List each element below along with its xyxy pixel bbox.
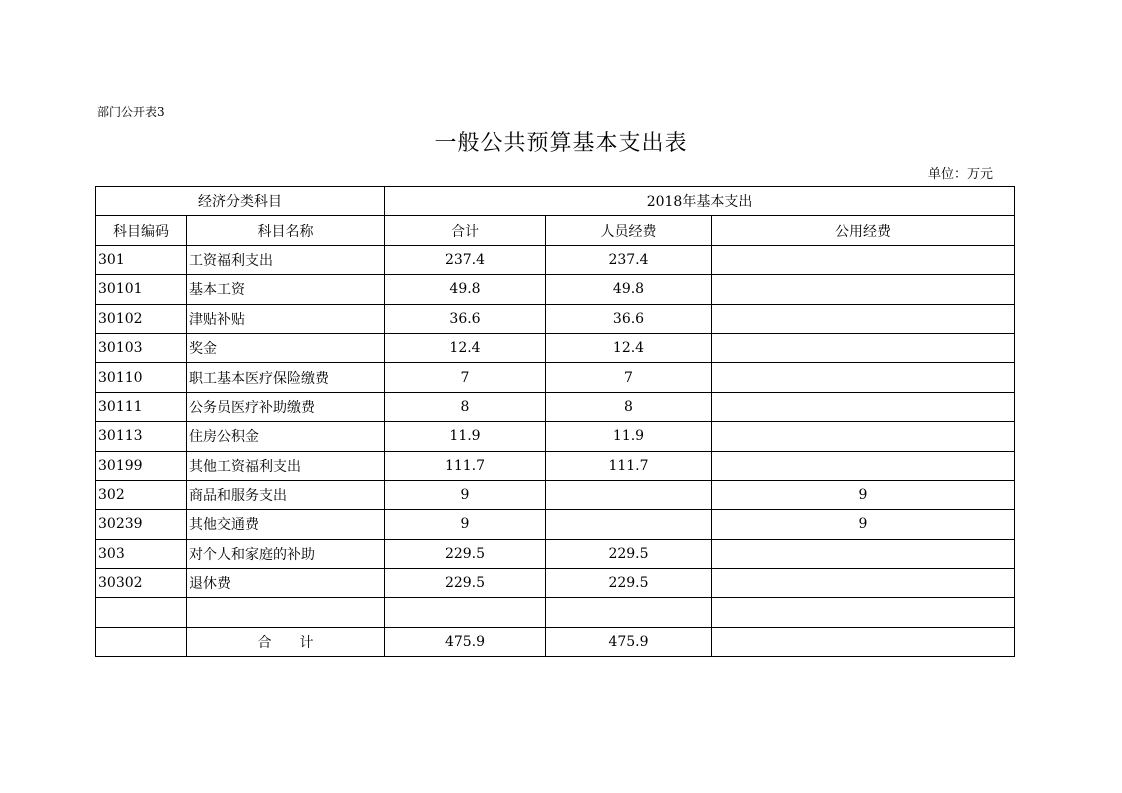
cell-personnel-expense	[546, 510, 712, 539]
cell-public-expense: 9	[712, 510, 1015, 539]
table-row	[96, 480, 1015, 509]
cell-subject-name: 工资福利支出	[187, 245, 385, 274]
cell-total: 36.6	[385, 304, 546, 333]
table-row	[96, 392, 1015, 421]
total-row	[96, 627, 1015, 656]
cell-subject-name: 津贴补贴	[187, 304, 385, 333]
cell-personnel-expense: 36.6	[546, 304, 712, 333]
cell-subject-code: 303	[96, 539, 187, 568]
cell-subject-name: 职工基本医疗保险缴费	[187, 363, 385, 392]
cell-subject-code: 301	[96, 245, 187, 274]
header-subject-code: 科目编码	[96, 216, 187, 245]
cell-total: 111.7	[385, 451, 546, 480]
cell-subject-name: 商品和服务支出	[187, 480, 385, 509]
cell-personnel-expense	[546, 598, 712, 627]
cell-public-expense	[712, 304, 1015, 333]
total-sum: 475.9	[385, 627, 546, 656]
cell-total: 11.9	[385, 422, 546, 451]
cell-subject-name: 奖金	[187, 333, 385, 362]
table-row	[96, 510, 1015, 539]
table-row	[96, 451, 1015, 480]
cell-subject-name	[187, 598, 385, 627]
cell-subject-code: 30239	[96, 510, 187, 539]
header-total: 合计	[385, 216, 546, 245]
header-public-expense: 公用经费	[712, 216, 1015, 245]
cell-total: 229.5	[385, 569, 546, 598]
cell-personnel-expense: 12.4	[546, 333, 712, 362]
cell-total: 7	[385, 363, 546, 392]
cell-personnel-expense: 111.7	[546, 451, 712, 480]
header-subject-name: 科目名称	[187, 216, 385, 245]
cell-total: 8	[385, 392, 546, 421]
header-personnel-expense: 人员经费	[546, 216, 712, 245]
cell-subject-name: 住房公积金	[187, 422, 385, 451]
cell-subject-code: 30302	[96, 569, 187, 598]
header-basic-expenditure-2018: 2018年基本支出	[385, 187, 1015, 216]
cell-subject-name: 退休费	[187, 569, 385, 598]
cell-subject-name: 其他工资福利支出	[187, 451, 385, 480]
cell-personnel-expense: 7	[546, 363, 712, 392]
cell-total: 49.8	[385, 275, 546, 304]
table-row	[96, 363, 1015, 392]
table-row	[96, 569, 1015, 598]
cell-subject-name: 基本工资	[187, 275, 385, 304]
cell-public-expense	[712, 392, 1015, 421]
table-row	[96, 275, 1015, 304]
cell-personnel-expense: 49.8	[546, 275, 712, 304]
cell-public-expense	[712, 598, 1015, 627]
cell-total: 9	[385, 480, 546, 509]
table-row	[96, 422, 1015, 451]
cell-subject-code: 302	[96, 480, 187, 509]
cell-subject-name: 对个人和家庭的补助	[187, 539, 385, 568]
cell-subject-name: 其他交通费	[187, 510, 385, 539]
cell-total: 12.4	[385, 333, 546, 362]
cell-subject-code: 30102	[96, 304, 187, 333]
cell-subject-name: 公务员医疗补助缴费	[187, 392, 385, 421]
budget-table	[95, 186, 1015, 657]
cell-subject-code	[96, 627, 187, 656]
cell-subject-code: 30199	[96, 451, 187, 480]
table-row	[96, 598, 1015, 627]
cell-public-expense	[712, 451, 1015, 480]
cell-total: 229.5	[385, 539, 546, 568]
table-row	[96, 333, 1015, 362]
cell-personnel-expense: 11.9	[546, 422, 712, 451]
cell-personnel-expense: 237.4	[546, 245, 712, 274]
cell-public-expense	[712, 245, 1015, 274]
cell-subject-code: 30101	[96, 275, 187, 304]
unit-label: 单位：万元	[928, 167, 994, 182]
cell-public-expense	[712, 333, 1015, 362]
cell-public-expense	[712, 422, 1015, 451]
cell-public-expense	[712, 539, 1015, 568]
cell-total	[385, 598, 546, 627]
cell-public-expense	[712, 363, 1015, 392]
cell-personnel-expense: 229.5	[546, 569, 712, 598]
cell-subject-code: 30110	[96, 363, 187, 392]
cell-public-expense	[712, 275, 1015, 304]
cell-personnel-expense: 8	[546, 392, 712, 421]
header-economic-classification: 经济分类科目	[96, 187, 385, 216]
header-row-columns	[96, 216, 1015, 245]
table-row	[96, 245, 1015, 274]
cell-subject-code	[96, 598, 187, 627]
total-label: 合 计	[187, 627, 385, 656]
cell-total: 237.4	[385, 245, 546, 274]
cell-public-expense: 9	[712, 480, 1015, 509]
cell-subject-code: 30113	[96, 422, 187, 451]
document-title: 一般公共预算基本支出表	[434, 131, 688, 156]
cell-personnel-expense: 229.5	[546, 539, 712, 568]
cell-subject-code: 30111	[96, 392, 187, 421]
table-row	[96, 539, 1015, 568]
total-public-expense	[712, 627, 1015, 656]
header-row-group	[96, 187, 1015, 216]
document-label: 部门公开表3	[97, 105, 165, 119]
cell-public-expense	[712, 569, 1015, 598]
cell-subject-code: 30103	[96, 333, 187, 362]
total-personnel-expense: 475.9	[546, 627, 712, 656]
table-row	[96, 304, 1015, 333]
cell-personnel-expense	[546, 480, 712, 509]
cell-total: 9	[385, 510, 546, 539]
